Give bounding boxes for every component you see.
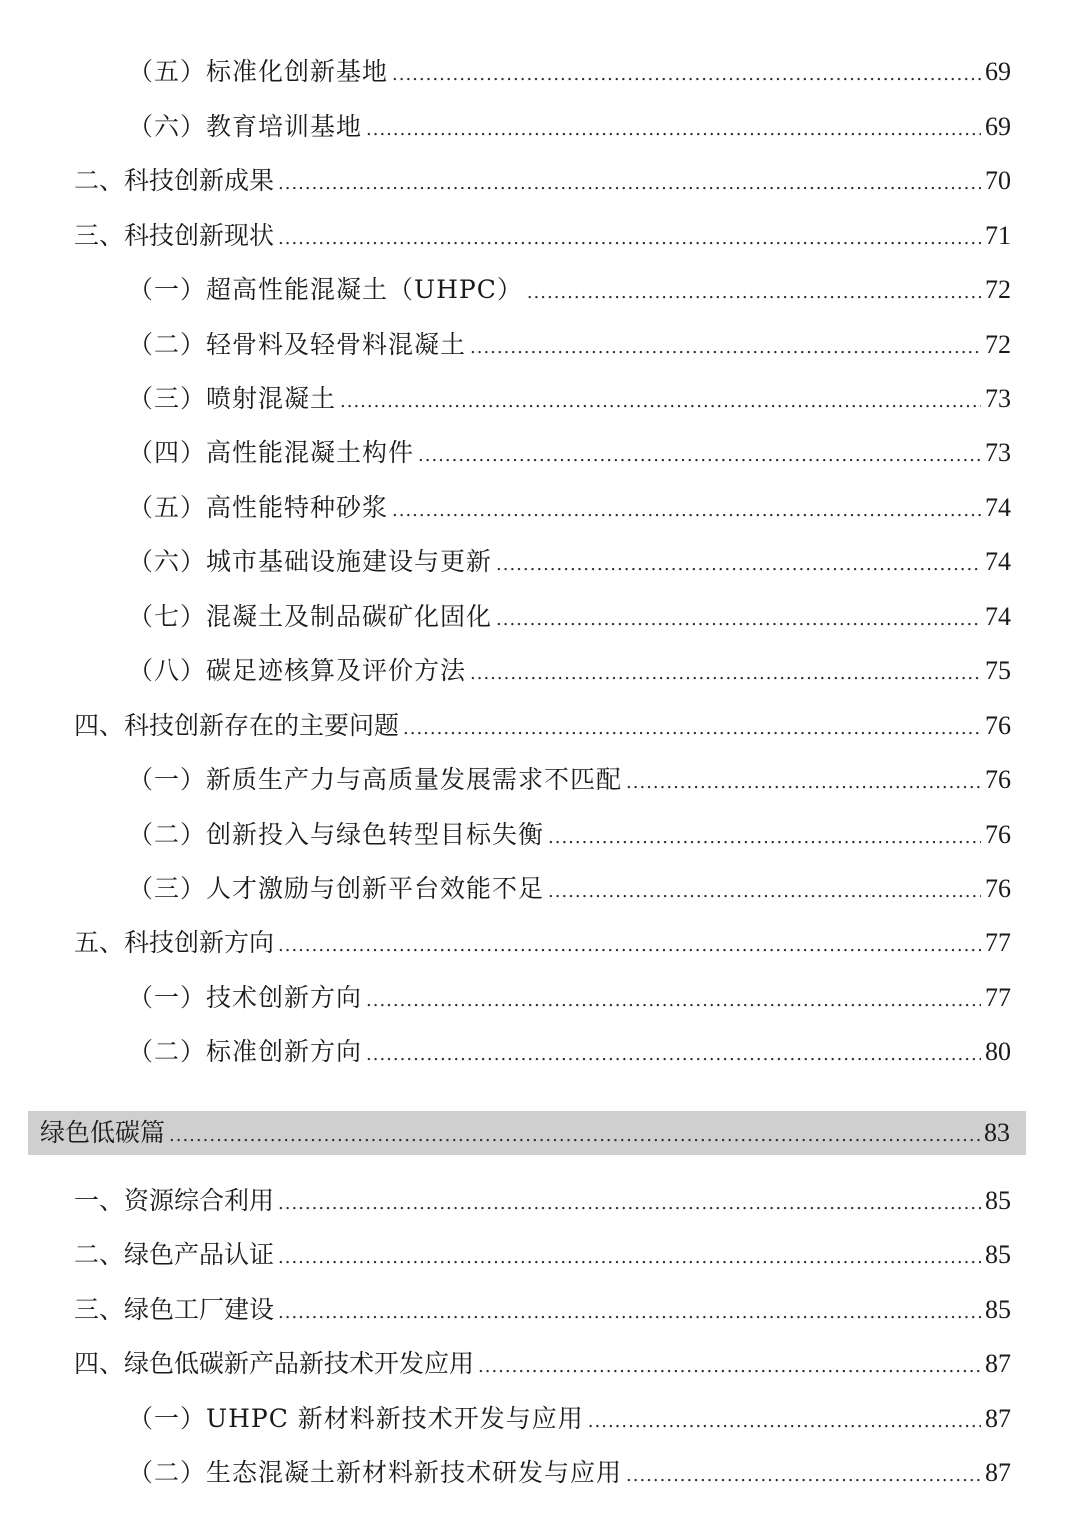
toc-entry-title: （一）技术创新方向 — [128, 983, 363, 1012]
toc-entry-page: 76 — [985, 874, 1011, 903]
dot-leader — [403, 709, 981, 749]
toc-entry-standard-direction[interactable] — [128, 1032, 1011, 1072]
toc-entry-page: 85 — [985, 1186, 1011, 1215]
dot-leader — [626, 1456, 981, 1496]
toc-entry-title: （三）喷射混凝土 — [128, 384, 337, 413]
toc-entry-title: 五、科技创新方向 — [74, 928, 275, 957]
toc-entry-page: 80 — [985, 1037, 1011, 1066]
dot-leader — [278, 1184, 981, 1224]
toc-entry-title: 二、科技创新成果 — [74, 166, 275, 195]
toc-entry-title: （一）超高性能混凝土（UHPC） — [128, 275, 523, 304]
toc-entry-page: 76 — [985, 820, 1011, 849]
toc-entry-training-base[interactable] — [128, 107, 1011, 147]
dot-leader — [278, 926, 981, 966]
toc-entry-title: 一、资源综合利用 — [74, 1186, 275, 1215]
toc-entry-standardization-base[interactable] — [128, 52, 1011, 92]
toc-entry-title: （三）人才激励与创新平台效能不足 — [128, 874, 545, 903]
toc-entry-resource-utilization[interactable] — [74, 1181, 1011, 1221]
toc-entry-title: （七）混凝土及制品碳矿化固化 — [128, 602, 493, 631]
dot-leader — [470, 654, 981, 694]
toc-part-title: 绿色低碳篇 — [40, 1118, 166, 1147]
toc-entry-title: （二）标准创新方向 — [128, 1037, 363, 1066]
toc-entry-title: 四、科技创新存在的主要问题 — [74, 711, 400, 740]
dot-leader — [470, 328, 981, 368]
toc-entry-page: 87 — [985, 1404, 1011, 1433]
toc-entry-green-certification[interactable] — [74, 1235, 1011, 1275]
dot-leader — [169, 1114, 980, 1158]
dot-leader — [626, 763, 981, 803]
toc-entry-page: 87 — [985, 1349, 1011, 1378]
toc-entry-new-products[interactable] — [74, 1344, 1011, 1384]
toc-entry-lightweight-aggregate[interactable] — [128, 325, 1011, 365]
toc-entry-green-factory[interactable] — [74, 1290, 1011, 1330]
dot-leader — [548, 818, 981, 858]
dot-leader — [588, 1402, 981, 1442]
toc-entry-title: （二）创新投入与绿色转型目标失衡 — [128, 820, 545, 849]
toc-part-green-low-carbon[interactable] — [28, 1111, 1026, 1155]
toc-entry-innovation-results[interactable] — [74, 161, 1011, 201]
dot-leader — [496, 545, 981, 585]
toc-entry-page: 77 — [985, 928, 1011, 957]
toc-entry-title: （五）高性能特种砂浆 — [128, 493, 389, 522]
dot-leader — [418, 436, 981, 476]
toc-entry-title: 四、绿色低碳新产品新技术开发应用 — [74, 1349, 475, 1378]
toc-entry-page: 74 — [985, 547, 1011, 576]
toc-entry-page: 85 — [985, 1240, 1011, 1269]
toc-entry-page: 85 — [985, 1295, 1011, 1324]
toc-entry-uhpc[interactable] — [128, 270, 1011, 310]
toc-entry-page: 74 — [985, 602, 1011, 631]
toc-entry-page: 70 — [985, 166, 1011, 195]
toc-entry-carbon-footprint[interactable] — [128, 651, 1011, 691]
toc-part-page: 83 — [984, 1118, 1010, 1147]
dot-leader — [392, 491, 981, 531]
toc-entry-title: （五）标准化创新基地 — [128, 57, 389, 86]
toc-entry-page: 74 — [985, 493, 1011, 522]
toc-entry-innovation-status[interactable] — [74, 216, 1011, 256]
toc-entry-page: 77 — [985, 983, 1011, 1012]
dot-leader — [392, 55, 981, 95]
dot-leader — [278, 164, 981, 204]
toc-entry-technology-direction[interactable] — [128, 978, 1011, 1018]
toc-entry-page: 73 — [985, 384, 1011, 413]
toc-entry-main-problems[interactable] — [74, 706, 1011, 746]
dot-leader — [496, 600, 981, 640]
toc-entry-innovation-direction[interactable] — [74, 923, 1011, 963]
toc-entry-productivity-mismatch[interactable] — [128, 760, 1011, 800]
toc-entry-title: （二）生态混凝土新材料新技术研发与应用 — [128, 1458, 623, 1487]
toc-entry-title: （八）碳足迹核算及评价方法 — [128, 656, 467, 685]
toc-entry-title: 二、绿色产品认证 — [74, 1240, 275, 1269]
toc-entry-uhpc-materials[interactable] — [128, 1399, 1011, 1439]
toc-entry-title: 三、科技创新现状 — [74, 221, 275, 250]
toc-entry-page: 75 — [985, 656, 1011, 685]
dot-leader — [366, 981, 981, 1021]
toc-entry-title: 三、绿色工厂建设 — [74, 1295, 275, 1324]
toc-entry-page: 69 — [985, 112, 1011, 141]
toc-entry-page: 73 — [985, 438, 1011, 467]
toc-entry-eco-concrete[interactable] — [128, 1453, 1011, 1493]
toc-entry-precast-components[interactable] — [128, 433, 1011, 473]
toc-entry-title: （六）城市基础设施建设与更新 — [128, 547, 493, 576]
dot-leader — [366, 1035, 981, 1075]
toc-entry-urban-infrastructure[interactable] — [128, 542, 1011, 582]
toc-entry-talent-platform[interactable] — [128, 869, 1011, 909]
dot-leader — [278, 1238, 981, 1278]
toc-entry-title: （一）新质生产力与高质量发展需求不匹配 — [128, 765, 623, 794]
toc-entry-page: 87 — [985, 1458, 1011, 1487]
toc-entry-special-mortar[interactable] — [128, 488, 1011, 528]
toc-entry-page: 71 — [985, 221, 1011, 250]
toc-entry-investment-imbalance[interactable] — [128, 815, 1011, 855]
toc-entry-title: （六）教育培训基地 — [128, 112, 363, 141]
dot-leader — [548, 872, 981, 912]
toc-entry-page: 76 — [985, 711, 1011, 740]
toc-entry-title: （一）UHPC 新材料新技术开发与应用 — [128, 1404, 584, 1433]
dot-leader — [278, 1293, 981, 1333]
dot-leader — [278, 219, 981, 259]
toc-entry-page: 72 — [985, 275, 1011, 304]
toc-entry-page: 69 — [985, 57, 1011, 86]
dot-leader — [340, 382, 981, 422]
dot-leader — [527, 273, 981, 313]
dot-leader — [366, 110, 981, 150]
toc-entry-title: （二）轻骨料及轻骨料混凝土 — [128, 330, 467, 359]
dot-leader — [478, 1347, 981, 1387]
toc-entry-page: 76 — [985, 765, 1011, 794]
toc-entry-page: 72 — [985, 330, 1011, 359]
toc-entry-shotcrete[interactable] — [128, 379, 1011, 419]
toc-entry-carbon-mineralization[interactable] — [128, 597, 1011, 637]
toc-entry-title: （四）高性能混凝土构件 — [128, 438, 415, 467]
